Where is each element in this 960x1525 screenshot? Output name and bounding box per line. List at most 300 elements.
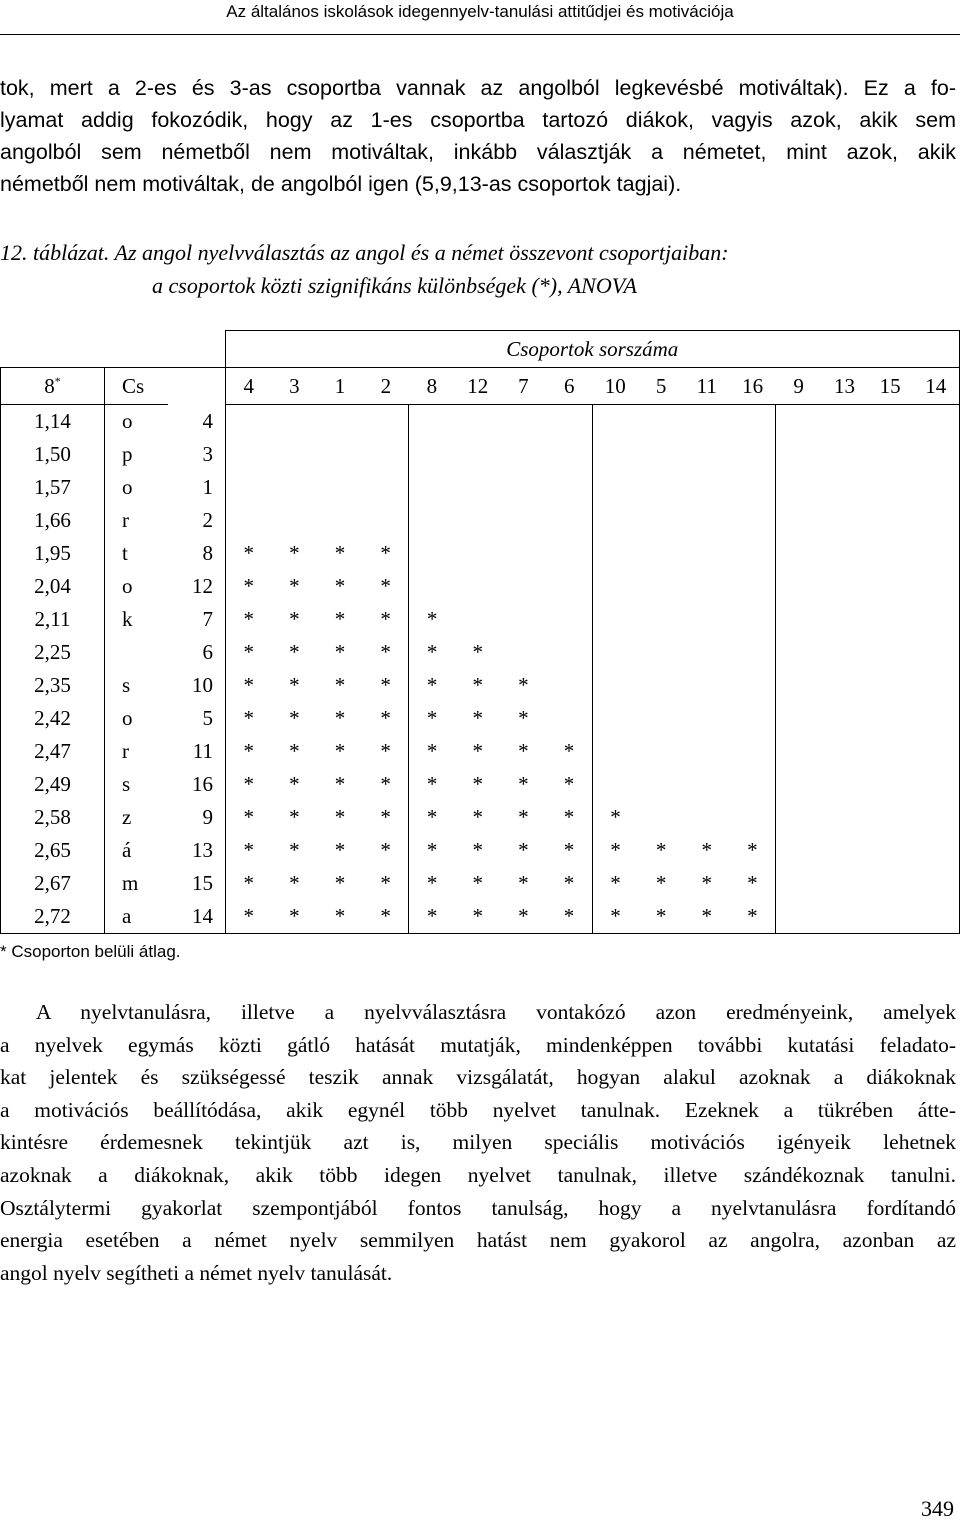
significance-cell <box>272 504 318 537</box>
significance-cell <box>409 405 455 439</box>
significance-cell <box>455 537 501 570</box>
significance-mark: * <box>289 640 300 664</box>
significance-mark: * <box>426 871 438 895</box>
significance-cell <box>730 669 776 702</box>
significance-cell <box>730 636 776 669</box>
significance-cell <box>730 768 776 801</box>
table-row <box>1 801 960 834</box>
significance-mark: * <box>684 900 730 934</box>
significance-cell <box>684 405 730 439</box>
significance-cell <box>776 900 822 934</box>
significance-cell <box>226 438 272 471</box>
significance-mark: * <box>730 834 776 867</box>
row-mean: 2,25 <box>1 636 105 669</box>
table-row <box>1 471 960 504</box>
body-paragraph <box>0 996 956 1289</box>
significance-cell <box>638 636 684 669</box>
significance-cell <box>409 570 455 603</box>
significance-mark: * <box>455 900 501 934</box>
row-vertical-label: r <box>105 735 169 768</box>
table-row <box>1 669 960 702</box>
significance-cell <box>684 636 730 669</box>
body-line: azoknak a diákoknak, akik több idegen nyelvet tanulnak, illetve szándékoznak tanulni. <box>0 1162 956 1187</box>
significance-cell <box>776 768 822 801</box>
significance-mark: * <box>334 574 346 598</box>
column-group-label: 5 <box>638 368 684 405</box>
significance-mark: * <box>472 838 484 862</box>
intro-line: németből nem motiváltak, de angolból igen (5,9,13-as csoportok tagjai). <box>0 172 682 196</box>
significance-mark: * <box>730 900 776 934</box>
significance-mark: * <box>334 673 346 697</box>
significance-cell <box>638 735 684 768</box>
significance-mark: * <box>426 640 438 664</box>
significance-cell <box>730 504 776 537</box>
significance-cell <box>730 801 776 834</box>
significance-cell <box>776 405 822 439</box>
significance-cell <box>546 702 592 735</box>
row-vertical-label: m <box>105 867 169 900</box>
column-group-label: 4 <box>226 368 272 405</box>
significance-mark: * <box>546 768 592 801</box>
significance-mark: * <box>243 541 255 565</box>
table-row <box>1 537 960 570</box>
significance-cell <box>822 669 868 702</box>
row-vertical-label: z <box>105 801 169 834</box>
row-group: 16 <box>168 768 226 801</box>
row-vertical-label: o <box>105 471 169 504</box>
table-row <box>1 702 960 735</box>
significance-cell <box>501 570 547 603</box>
cs-header: Cs <box>105 368 169 405</box>
significance-cell <box>501 438 547 471</box>
significance-cell <box>913 834 959 867</box>
significance-cell <box>546 537 592 570</box>
blank-cell <box>168 368 226 405</box>
significance-cell <box>867 636 913 669</box>
significance-cell <box>501 603 547 636</box>
body-line: a nyelvek egymás közti gátló hatását mutatják, mindenképpen további kutatási feladato- <box>0 1032 956 1057</box>
column-group-label: 1 <box>317 368 363 405</box>
significance-mark: * <box>289 607 300 631</box>
significance-mark: * <box>546 735 592 768</box>
significance-cell <box>913 405 959 439</box>
table-row <box>1 768 960 801</box>
significance-mark: * <box>289 739 300 763</box>
significance-cell <box>638 702 684 735</box>
significance-mark: * <box>472 871 484 895</box>
significance-mark: * <box>243 673 255 697</box>
significance-mark: * <box>518 805 529 829</box>
significance-mark: * <box>243 706 255 730</box>
significance-cell <box>638 471 684 504</box>
significance-mark: * <box>363 570 409 603</box>
significance-cell <box>501 636 547 669</box>
significance-mark: * <box>409 900 455 934</box>
significance-cell <box>684 768 730 801</box>
significance-mark: * <box>289 805 300 829</box>
significance-cell <box>592 471 638 504</box>
row-mean: 2,65 <box>1 834 105 867</box>
significance-mark: * <box>363 636 409 669</box>
significance-mark: * <box>289 541 300 565</box>
significance-cell <box>684 801 730 834</box>
mean-header-label: 8 <box>44 373 55 398</box>
row-group: 11 <box>168 735 226 768</box>
table-row <box>1 603 960 636</box>
row-vertical-label: s <box>105 768 169 801</box>
significance-cell <box>867 570 913 603</box>
table-row <box>1 834 960 867</box>
row-mean: 1,66 <box>1 504 105 537</box>
table-row <box>1 735 960 768</box>
significance-mark: * <box>243 739 255 763</box>
significance-mark: * <box>363 900 409 934</box>
row-mean: 2,35 <box>1 669 105 702</box>
row-vertical-label: o <box>105 702 169 735</box>
significance-mark: * <box>289 871 300 895</box>
significance-cell <box>546 504 592 537</box>
significance-cell <box>546 636 592 669</box>
intro-line: angolból sem németből nem motiváltak, inkább választják a németet, mint azok, akik <box>0 140 956 164</box>
significance-mark: * <box>638 900 684 934</box>
significance-cell <box>867 768 913 801</box>
significance-mark: * <box>334 541 346 565</box>
significance-mark: * <box>334 838 346 862</box>
row-vertical-label: á <box>105 834 169 867</box>
row-group: 8 <box>168 537 226 570</box>
significance-mark: * <box>546 900 592 934</box>
significance-cell <box>913 735 959 768</box>
body-line: kat jelentek és szükségessé teszik annak vizsgálatát, hogyan alakul azoknak a diákoknak <box>0 1065 956 1090</box>
row-mean: 2,49 <box>1 768 105 801</box>
row-mean: 1,57 <box>1 471 105 504</box>
significance-mark: * <box>610 871 621 895</box>
significance-cell <box>776 801 822 834</box>
significance-cell <box>684 669 730 702</box>
significance-cell <box>776 471 822 504</box>
significance-cell <box>684 735 730 768</box>
significance-cell <box>546 405 592 439</box>
significance-cell <box>730 603 776 636</box>
significance-cell <box>272 405 318 439</box>
significance-mark: * <box>472 805 484 829</box>
significance-mark: * <box>426 772 438 796</box>
column-group-label: 3 <box>272 368 318 405</box>
significance-cell <box>455 570 501 603</box>
significance-mark: * <box>243 838 255 862</box>
significance-table <box>0 330 960 934</box>
significance-cell <box>867 438 913 471</box>
significance-cell <box>913 702 959 735</box>
significance-cell <box>501 405 547 439</box>
significance-cell <box>822 768 868 801</box>
row-group: 3 <box>168 438 226 471</box>
significance-mark: * <box>518 706 529 730</box>
significance-mark: * <box>289 706 300 730</box>
significance-cell <box>913 471 959 504</box>
body-line: kintésre érdemesnek tekintjük azt is, milyen speciális motivációs igényeik lehetnek <box>0 1130 956 1155</box>
body-line: energia esetében a német nyelv semmilyen hatást nem gyakorol az angolra, azonban az <box>0 1228 956 1253</box>
row-mean: 2,47 <box>1 735 105 768</box>
significance-cell <box>776 867 822 900</box>
significance-cell <box>913 537 959 570</box>
significance-cell <box>867 603 913 636</box>
significance-cell <box>317 504 363 537</box>
significance-cell <box>409 504 455 537</box>
significance-cell <box>776 438 822 471</box>
significance-cell <box>363 438 409 471</box>
significance-mark: * <box>701 838 712 862</box>
significance-cell <box>592 405 638 439</box>
significance-mark: * <box>426 706 438 730</box>
row-group: 6 <box>168 636 226 669</box>
significance-cell <box>638 405 684 439</box>
significance-cell <box>684 504 730 537</box>
significance-mark: * <box>334 772 346 796</box>
significance-cell <box>501 471 547 504</box>
significance-cell <box>867 834 913 867</box>
significance-cell <box>913 636 959 669</box>
row-mean: 2,58 <box>1 801 105 834</box>
significance-cell <box>730 471 776 504</box>
table-header-row <box>1 331 960 368</box>
significance-mark: * <box>289 838 300 862</box>
significance-cell <box>592 669 638 702</box>
significance-cell <box>913 900 959 934</box>
significance-mark: * <box>501 900 547 934</box>
significance-mark: * <box>334 739 346 763</box>
caption-line-1: 12. táblázat. Az angol nyelvválasztás az angol és a német összevont csoportjaiban: <box>0 240 729 265</box>
significance-cell <box>684 570 730 603</box>
significance-cell <box>867 702 913 735</box>
significance-cell <box>546 471 592 504</box>
row-group: 2 <box>168 504 226 537</box>
significance-cell <box>822 900 868 934</box>
significance-cell <box>913 504 959 537</box>
significance-mark: * <box>426 805 438 829</box>
intro-line: lyamat addig fokozódik, hogy az 1-es csoportba tartozó diákok, vagyis azok, akik sem <box>0 108 956 132</box>
significance-cell <box>684 438 730 471</box>
significance-cell <box>638 801 684 834</box>
row-mean: 2,67 <box>1 867 105 900</box>
significance-mark: * <box>730 867 776 900</box>
significance-cell <box>638 438 684 471</box>
body-line: angol nyelv segítheti a német nyelv tanulását. <box>0 1260 393 1285</box>
significance-mark: * <box>289 574 300 598</box>
significance-mark: * <box>426 838 438 862</box>
significance-cell <box>776 702 822 735</box>
significance-mark: * <box>546 867 592 900</box>
column-group-label: 15 <box>867 368 913 405</box>
significance-cell <box>867 900 913 934</box>
significance-cell <box>317 438 363 471</box>
body-line: a motivációs beállítódása, akik egynél több nyelvet tanulnak. Ezeknek a tükrében átte- <box>0 1097 956 1122</box>
significance-mark: * <box>518 871 529 895</box>
row-vertical-label: s <box>105 669 169 702</box>
significance-mark: * <box>226 900 272 934</box>
significance-cell <box>822 471 868 504</box>
running-header: Az általános iskolások idegennyelv-tanulási attitűdjei és motivációja <box>226 2 734 21</box>
significance-cell <box>409 537 455 570</box>
significance-mark: * <box>243 805 255 829</box>
significance-cell <box>363 405 409 439</box>
significance-cell <box>684 702 730 735</box>
significance-cell <box>867 735 913 768</box>
significance-cell <box>409 471 455 504</box>
significance-cell <box>776 603 822 636</box>
significance-cell <box>684 603 730 636</box>
row-mean: 1,50 <box>1 438 105 471</box>
significance-cell <box>638 768 684 801</box>
significance-mark: * <box>426 739 438 763</box>
significance-mark: * <box>243 871 255 895</box>
column-group-label: 8 <box>409 368 455 405</box>
significance-cell <box>913 801 959 834</box>
significance-cell <box>638 537 684 570</box>
blank-cell <box>1 331 105 368</box>
significance-mark: * <box>518 838 529 862</box>
significance-cell <box>684 471 730 504</box>
significance-cell <box>592 504 638 537</box>
significance-mark: * <box>317 900 363 934</box>
significance-cell <box>592 702 638 735</box>
significance-mark: * <box>334 640 346 664</box>
row-mean: 2,42 <box>1 702 105 735</box>
significance-cell <box>867 801 913 834</box>
significance-mark: * <box>334 607 346 631</box>
significance-mark: * <box>243 640 255 664</box>
row-group: 1 <box>168 471 226 504</box>
significance-cell <box>226 471 272 504</box>
significance-cell <box>501 537 547 570</box>
significance-mark: * <box>518 772 529 796</box>
significance-cell <box>592 537 638 570</box>
row-group: 12 <box>168 570 226 603</box>
row-group: 4 <box>168 405 226 439</box>
mean-header-mark: * <box>54 373 61 388</box>
mean-header <box>1 368 105 405</box>
significance-cell <box>913 867 959 900</box>
blank-cell <box>105 331 169 368</box>
page-number: 349 <box>921 1496 954 1521</box>
significance-mark: * <box>289 673 300 697</box>
row-group: 14 <box>168 900 226 934</box>
significance-mark: * <box>472 739 484 763</box>
significance-cell <box>867 471 913 504</box>
significance-cell <box>822 636 868 669</box>
table-row <box>1 867 960 900</box>
significance-mark: * <box>363 702 409 735</box>
significance-mark: * <box>701 871 712 895</box>
significance-mark: * <box>243 574 255 598</box>
significance-cell <box>822 867 868 900</box>
significance-cell <box>592 636 638 669</box>
significance-cell <box>822 735 868 768</box>
significance-mark: * <box>363 834 409 867</box>
significance-cell <box>455 504 501 537</box>
row-vertical-label: o <box>105 405 169 439</box>
significance-cell <box>501 504 547 537</box>
row-vertical-label: k <box>105 603 169 636</box>
row-group: 13 <box>168 834 226 867</box>
significance-mark: * <box>363 603 409 636</box>
significance-mark: * <box>243 772 255 796</box>
row-vertical-label: a <box>105 900 169 934</box>
significance-cell <box>272 438 318 471</box>
row-vertical-label <box>105 636 169 669</box>
significance-cell <box>913 669 959 702</box>
table-footnote: * Csoporton belüli átlag. <box>0 942 181 961</box>
significance-cell <box>913 768 959 801</box>
significance-cell <box>363 471 409 504</box>
significance-cell <box>822 570 868 603</box>
significance-mark: * <box>363 537 409 570</box>
significance-cell <box>913 603 959 636</box>
header-rule <box>0 34 960 35</box>
row-group: 15 <box>168 867 226 900</box>
row-mean: 2,72 <box>1 900 105 934</box>
significance-mark: * <box>518 673 529 697</box>
significance-cell <box>546 669 592 702</box>
intro-line: tok, mert a 2-es és 3-as csoportba vannak az angolból legkevésbé motiváltak). Ez a fo- <box>0 76 956 100</box>
row-group: 7 <box>168 603 226 636</box>
column-group-label: 6 <box>546 368 592 405</box>
column-group-label: 9 <box>776 368 822 405</box>
significance-cell <box>867 867 913 900</box>
significance-cell <box>455 438 501 471</box>
significance-cell <box>592 603 638 636</box>
table-row <box>1 636 960 669</box>
table-row <box>1 570 960 603</box>
significance-cell <box>638 570 684 603</box>
significance-mark: * <box>546 801 592 834</box>
column-group-label: 2 <box>363 368 409 405</box>
significance-mark: * <box>363 801 409 834</box>
significance-cell <box>226 405 272 439</box>
significance-mark: * <box>655 838 667 862</box>
significance-cell <box>867 504 913 537</box>
significance-cell <box>409 438 455 471</box>
significance-cell <box>776 570 822 603</box>
row-group: 10 <box>168 669 226 702</box>
significance-cell <box>822 504 868 537</box>
significance-cell <box>913 570 959 603</box>
row-mean: 2,11 <box>1 603 105 636</box>
significance-cell <box>455 471 501 504</box>
significance-mark: * <box>334 706 346 730</box>
significance-cell <box>546 570 592 603</box>
significance-cell <box>913 438 959 471</box>
significance-cell <box>730 735 776 768</box>
body-line: A nyelvtanulásra, illetve a nyelvválasztásra vontakózó azon eredményeink, amelyek <box>36 1000 956 1024</box>
significance-mark: * <box>243 607 255 631</box>
column-group-label: 13 <box>822 368 868 405</box>
significance-cell <box>317 471 363 504</box>
column-group-label: 14 <box>913 368 959 405</box>
significance-cell <box>638 603 684 636</box>
significance-mark: * <box>472 706 484 730</box>
significance-mark: * <box>655 871 667 895</box>
significance-cell <box>592 768 638 801</box>
significance-cell <box>638 504 684 537</box>
significance-cell <box>822 834 868 867</box>
significance-cell <box>546 438 592 471</box>
significance-cell <box>317 405 363 439</box>
significance-mark: * <box>363 669 409 702</box>
row-mean: 1,95 <box>1 537 105 570</box>
table-row <box>1 438 960 471</box>
significance-mark: * <box>472 640 484 664</box>
